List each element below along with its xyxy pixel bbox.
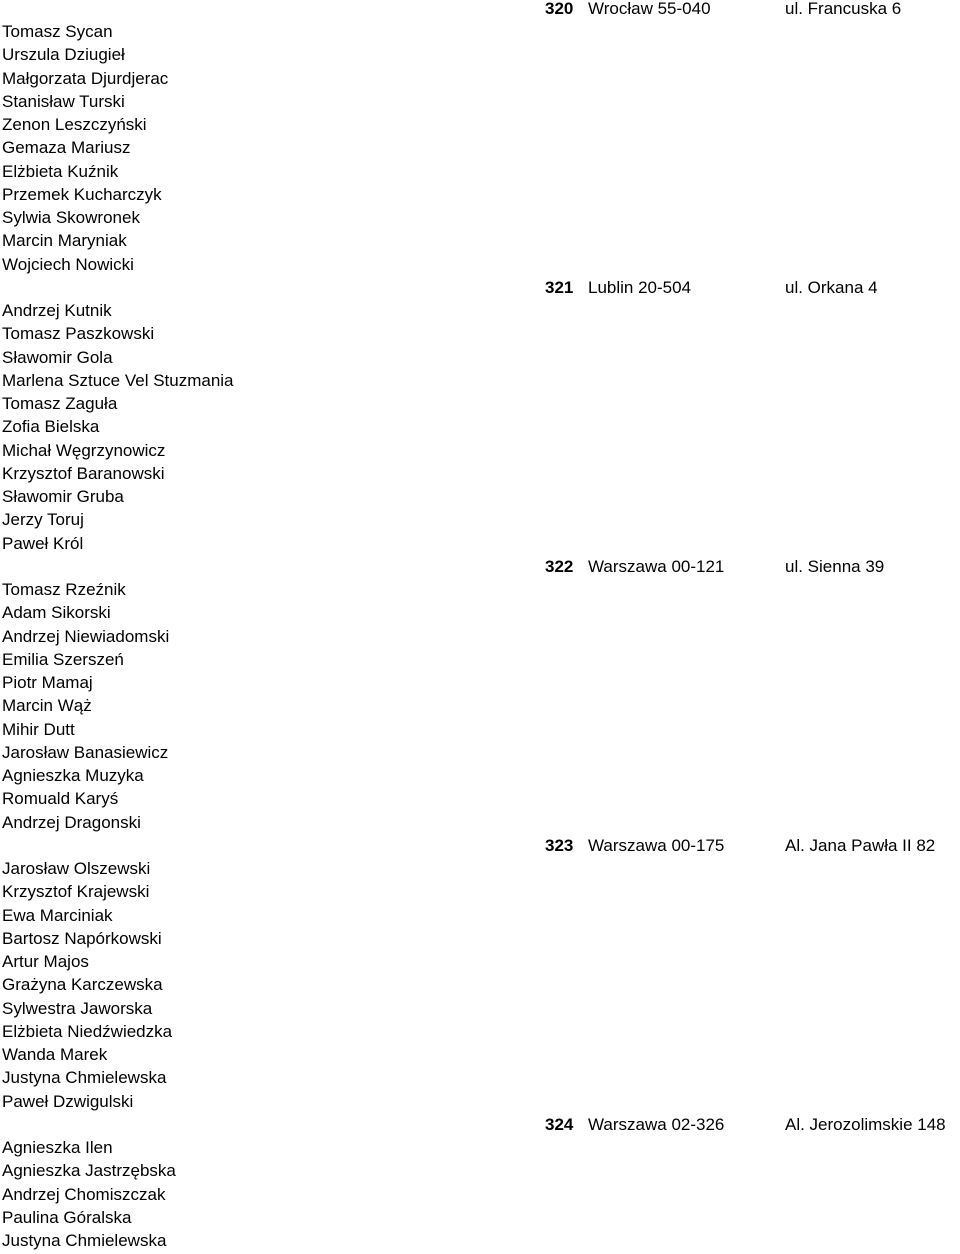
person-name: Emilia Szerszeń — [2, 649, 124, 669]
person-name: Przemek Kucharczyk — [2, 184, 162, 204]
person-name: Małgorzata Djurdjerac — [2, 68, 169, 88]
group-street: Al. Jerozolimskie 148 — [785, 1115, 946, 1134]
person-name: Tomasz Paszkowski — [2, 324, 155, 344]
person-name: Andrzej Chomiszczak — [2, 1184, 166, 1204]
person-name: Jarosław Olszewski — [2, 859, 151, 878]
person-name: Elżbieta Kuźnik — [2, 161, 119, 181]
person-name: Justyna Chmielewska — [2, 1231, 167, 1250]
group-street: ul. Francuska 6 — [785, 0, 902, 18]
person-name: Marcin Maryniak — [2, 231, 127, 251]
person-name: Zofia Bielska — [2, 417, 100, 437]
group-number: 322 — [545, 557, 574, 576]
person-name: Bartosz Napórkowski — [2, 928, 162, 948]
person-name: Michał Węgrzynowicz — [2, 440, 166, 460]
person-name: Agnieszka Ilen — [2, 1138, 113, 1157]
person-name: Paweł Dzwigulski — [2, 1091, 134, 1111]
person-name: Tomasz Zaguła — [2, 394, 118, 413]
person-name: Wanda Marek — [2, 1045, 108, 1064]
person-name: Piotr Mamaj — [2, 673, 93, 692]
group-number: 321 — [545, 278, 574, 297]
person-name: Stanisław Turski — [2, 91, 125, 111]
name-list — [2, 1136, 176, 1252]
person-name: Romuald Karyś — [2, 789, 119, 809]
person-name: Marcin Wąż — [2, 696, 92, 716]
person-name: Krzysztof Krajewski — [2, 882, 150, 902]
group-city: Warszawa 00-121 — [588, 557, 725, 576]
person-name: Sylwestra Jaworska — [2, 998, 153, 1018]
person-name: Andrzej Dragonski — [2, 812, 141, 832]
group-street: ul. Orkana 4 — [785, 278, 878, 297]
person-name: Sławomir Gola — [2, 347, 113, 367]
group-city: Lublin 20-504 — [588, 278, 692, 297]
person-name: Ewa Marciniak — [2, 905, 113, 925]
group-city: Warszawa 02-326 — [588, 1115, 725, 1134]
person-name: Artur Majos — [2, 952, 89, 971]
person-name: Marlena Sztuce Vel Stuzmania — [2, 370, 234, 390]
person-name: Urszula Dziugieł — [2, 45, 125, 65]
person-name: Grażyna Karczewska — [2, 975, 163, 995]
person-name: Agnieszka Muzyka — [2, 766, 144, 785]
name-list — [2, 20, 168, 276]
person-name: Krzysztof Baranowski — [2, 463, 165, 483]
person-name: Paulina Góralska — [2, 1207, 132, 1227]
person-name: Jerzy Toruj — [2, 510, 84, 530]
person-name: Elżbieta Niedźwiedzka — [2, 1021, 173, 1041]
person-name: Tomasz Rzeźnik — [2, 580, 126, 599]
person-name: Zenon Leszczyński — [2, 115, 147, 134]
group-street: ul. Sienna 39 — [785, 557, 885, 576]
name-list — [2, 578, 169, 834]
group-number: 324 — [545, 1115, 574, 1134]
name-list — [2, 299, 234, 555]
person-name: Andrzej Niewiadomski — [2, 626, 170, 646]
person-name: Gemaza Mariusz — [2, 138, 131, 158]
person-name: Agnieszka Jastrzębska — [2, 1161, 176, 1181]
person-name: Sławomir Gruba — [2, 487, 124, 506]
group-number: 320 — [545, 0, 574, 18]
person-name: Adam Sikorski — [2, 603, 111, 623]
person-name: Wojciech Nowicki — [2, 254, 134, 274]
person-name: Jarosław Banasiewicz — [2, 742, 169, 762]
group-number: 323 — [545, 836, 574, 855]
group-city: Wrocław 55-040 — [588, 0, 711, 18]
person-name: Andrzej Kutnik — [2, 301, 112, 320]
group-street: Al. Jana Pawła II 82 — [785, 836, 936, 855]
name-list — [2, 857, 172, 1113]
person-name: Tomasz Sycan — [2, 22, 113, 41]
person-name: Paweł Król — [2, 533, 84, 553]
person-name: Justyna Chmielewska — [2, 1068, 167, 1088]
group-city: Warszawa 00-175 — [588, 836, 725, 855]
person-name: Mihir Dutt — [2, 719, 75, 739]
person-name: Sylwia Skowronek — [2, 208, 140, 227]
